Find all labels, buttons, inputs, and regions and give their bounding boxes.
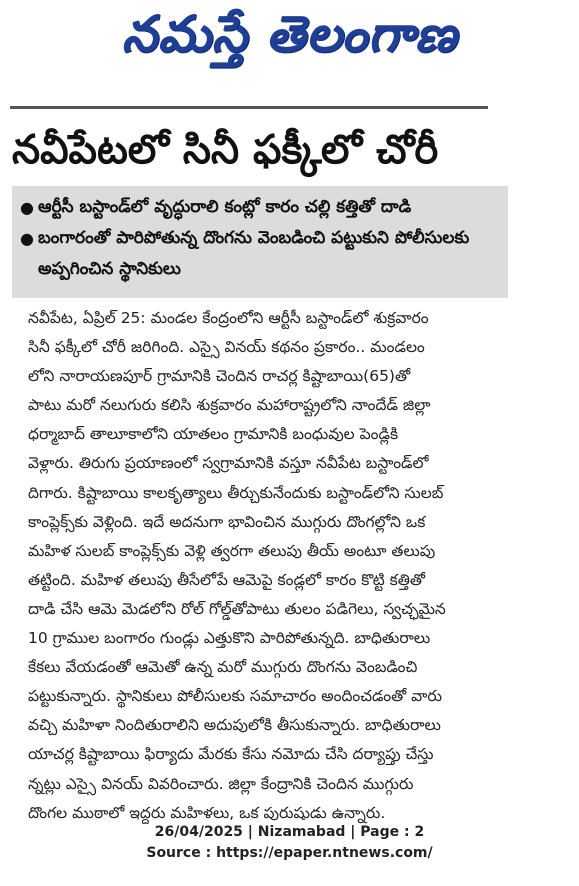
bullet-icon: ● bbox=[20, 198, 34, 217]
body-line: యాచర్ల కిష్టాబాయి ఫిర్యాదు మేరకు కేసు నమోదు చేసి దర్యాప్తు చేస్తు bbox=[28, 745, 434, 764]
body-line: దాడి చేసి ఆమె మెడలోని రోల్ గోల్డ్‌తోపాటు తులం పడిగెలు, స్వచ్ఛమైన bbox=[28, 599, 446, 618]
body-line: న్నట్లు ఎస్సై వినయ్ వివరించారు. జిల్లా కేంద్రానికి చెందిన ముగ్గురు bbox=[28, 774, 414, 793]
body-line: దొంగల ముఠాలో ఇద్దరు మహిళలు, ఒక పురుషుడు ఉన్నారు. bbox=[28, 803, 386, 822]
body-line: 10 గ్రాముల బంగారం గుండ్లు ఎత్తుకొని పారిపోతున్నది. బాధితురాలు bbox=[28, 629, 431, 648]
highlight-text: ఆర్టీసీ బస్టాండ్‌లో వృద్ధురాలి కంట్లో కారం చల్లి కత్తితో దాడి bbox=[38, 197, 412, 217]
masthead bbox=[0, 0, 579, 80]
article-headline: నవీపేటలో సినీ ఫక్కీలో చోరీ bbox=[12, 127, 439, 173]
body-line: కేకలు వేయడంతో ఆమెతో ఉన్న మరో ముగ్గురు దొంగను వెంబడించి bbox=[28, 658, 418, 677]
body-line: నవీపేట, ఏప్రిల్ 25: మండల కేంద్రంలోని ఆర్టీసీ బస్టాండ్‌లో శుక్రవారం bbox=[28, 309, 429, 327]
newspaper-logo: నమస్తే తెలంగాణ bbox=[121, 4, 458, 63]
body-line: పట్టుకున్నారు. స్థానికులు పోలీసులకు సమాచారం అందించడంతో వారు bbox=[28, 687, 442, 706]
body-line: దిగారు. కిష్టాబాయి కాలకృత్యాలు తీర్చుకునేందుకు బస్టాండ్‌లోని సులబ్ bbox=[28, 483, 444, 502]
highlight-item bbox=[20, 223, 500, 285]
source-line: Source : https://epaper.ntnews.com/ bbox=[146, 845, 433, 861]
body-line: ధర్మాబాద్ తాలూకాలోని యాతలం గ్రామానికి బంధువుల పెండ్లికి bbox=[28, 425, 399, 444]
bullet-icon: ● bbox=[20, 229, 34, 248]
body-line: మహిళ సులబ్ కాంప్లెక్స్‌కు వెళ్లి త్వరగా తలుపు తీయ్ అంటూ తలుపు bbox=[28, 541, 436, 560]
article-body bbox=[28, 304, 512, 828]
body-line: వెళ్లారు. తిరుగు ప్రయాణంలో స్వగ్రామానికి వస్తూ నవీపేట బస్టాండ్‌లో bbox=[28, 454, 429, 473]
body-line: సినీ ఫక్కీలో చోరీ జరిగింది. ఎస్సై వినయ్ కథనం ప్రకారం.. మండలం bbox=[28, 338, 425, 357]
body-line: కాంప్లెక్స్‌కు వెళ్లింది. ఇదే అదనుగా భావించిన ముగ్గురు దొంగల్లోని ఒక bbox=[28, 512, 426, 531]
edition-info: 26/04/2025 | Nizamabad | Page : 2 bbox=[154, 824, 425, 840]
body-line: లోని నారాయణపూర్ గ్రామానికి చెందిన రాచర్ల కిష్టాబాయి(65)తో bbox=[28, 367, 411, 386]
body-line: వచ్చి మహిళా నిందితురాలిని అదుపులోకి తీసుకున్నారు. బాధితురాలు bbox=[28, 716, 441, 735]
highlight-text: బంగారంతో పారిపోతున్న దొంగను వెంబడించి పట్టుకుని పోలీసులకు అప్పగించిన స్థానికులు bbox=[38, 228, 470, 279]
body-line: పాటు మరో నలుగురు కలిసి శుక్రవారం మహారాష్ట్రలోని నాందేడ్ జిల్లా bbox=[28, 396, 431, 415]
body-line: తట్టింది. మహిళ తలుపు తీసేలోపే ఆమెపై కండ్లలో కారం కొట్టి కత్తితో bbox=[28, 570, 425, 589]
highlights-box bbox=[12, 186, 508, 298]
headline-rule bbox=[10, 106, 488, 109]
highlight-item bbox=[20, 192, 500, 223]
